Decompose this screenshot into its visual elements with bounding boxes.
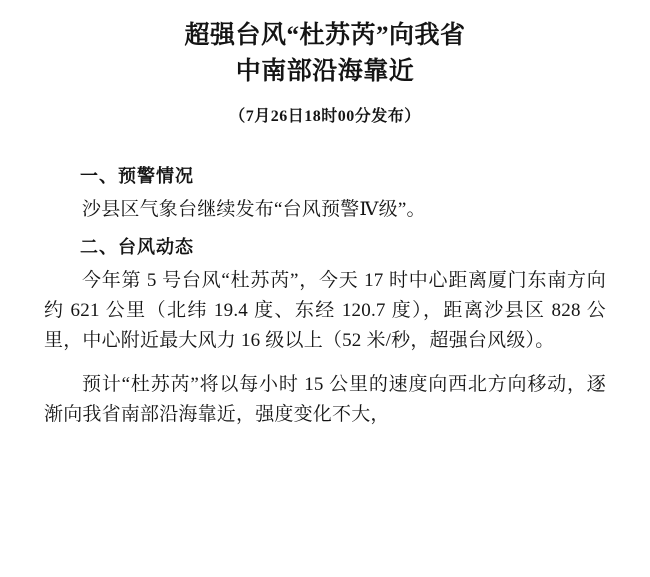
section-heading-typhoon-update: 二、台风动态	[80, 236, 194, 257]
page-title	[44, 18, 606, 89]
page-title-line-2: 中南部沿海靠近	[235, 57, 415, 85]
paragraph-warning-status: 沙县区气象台继续发布“台风预警Ⅳ级”。	[82, 198, 426, 220]
paragraph-typhoon-position: 今年第 5 号台风“杜苏芮”，今天 17 时中心距离厦门东南方向约 621 公里（北纬 19.4 度、东经 120.7 度），距离沙县区 828 公里，中心附近最大风力 16 级以上（52 米/秒，超强台风级）。	[44, 269, 606, 351]
section-heading-warning-status: 一、预警情况	[80, 166, 194, 186]
spacer	[44, 358, 606, 370]
document-body	[44, 162, 606, 430]
publish-time: （7月26日18时00分发布）	[229, 108, 421, 125]
page-title-line-1: 超强台风“杜苏芮”向我省	[184, 22, 466, 49]
paragraph-typhoon-forecast: 预计“杜苏芮”将以每小时 15 公里的速度向西北方向移动，逐渐向我省南部沿海靠近，强度变化不大，	[44, 373, 606, 425]
